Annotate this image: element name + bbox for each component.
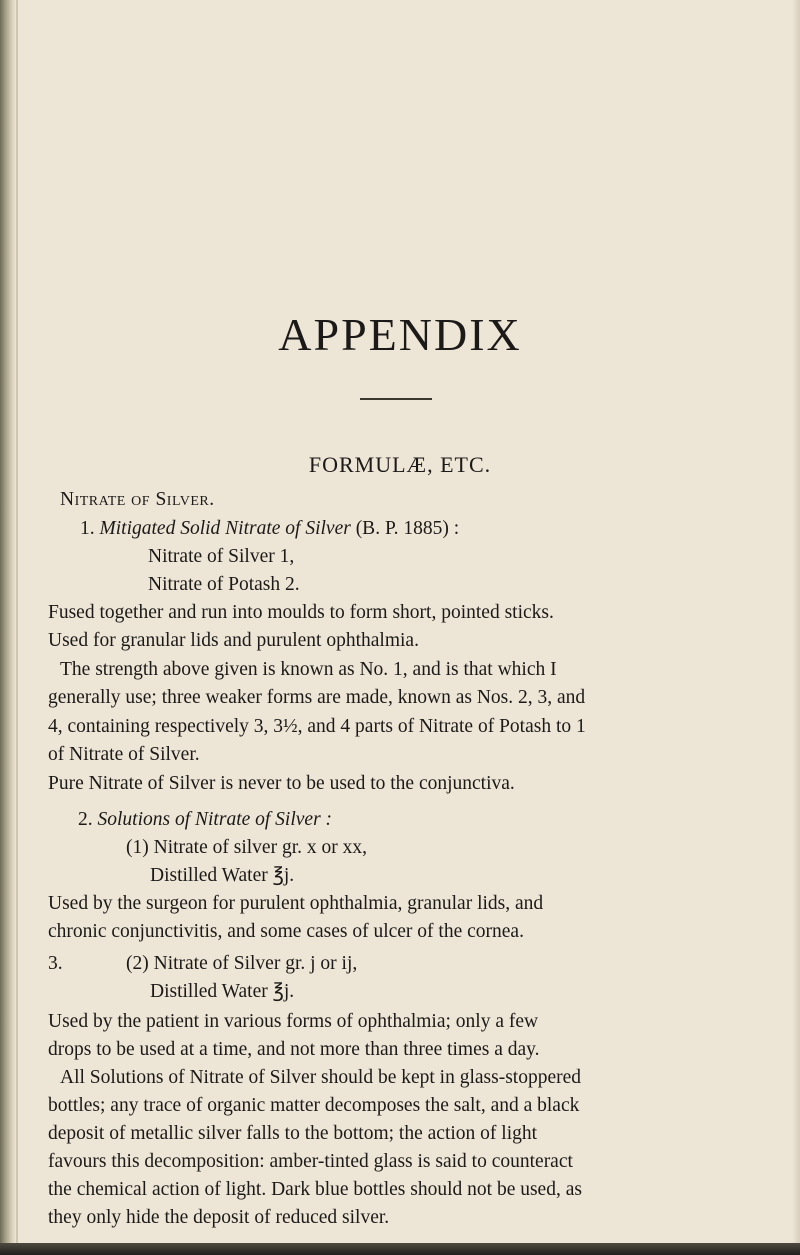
formulae-heading: FORMULÆ, ETC. — [308, 452, 492, 477]
solution-2-line: (2) Nitrate of Silver gr. j or ij, — [126, 953, 358, 974]
solution-2-text-line: they only hide the deposit of reduced silver. — [48, 1207, 390, 1228]
item-1-heading — [80, 517, 459, 541]
item-1-text-line: The strength above given is known as No. 1, and is that which I — [60, 659, 557, 680]
solution-2-text-line: Used by the patient in various forms of ophthalmia; only a few — [48, 1011, 539, 1032]
item-2-name: Solutions of Nitrate of Silver : — [97, 809, 333, 830]
page-binding-shadow — [0, 0, 16, 1255]
item-1-reference: (B. P. 1885) : — [355, 518, 460, 539]
item-3-number: 3. — [48, 953, 63, 974]
solution-1-text-line: Used by the surgeon for purulent ophthalmia, granular lids, and — [48, 893, 544, 914]
item-1-text-line: of Nitrate of Silver. — [48, 744, 200, 765]
appendix-title: APPENDIX — [278, 309, 522, 360]
solution-2-text-line: All Solutions of Nitrate of Silver should be kept in glass-stoppered — [60, 1067, 582, 1088]
item-1-text-line: 4, containing respectively 3, 3½, and 4 parts of Nitrate of Potash to 1 — [48, 716, 586, 737]
item-2-heading — [78, 808, 332, 832]
solution-2-text-line: bottles; any trace of organic matter decomposes the salt, and a black — [48, 1095, 580, 1116]
solution-2-text-line: favours this decomposition: amber-tinted glass is said to counteract — [48, 1151, 573, 1172]
page-binding-edge — [16, 0, 18, 1255]
solution-1-line: (1) Nitrate of silver gr. x or xx, — [126, 837, 367, 858]
title-rule — [360, 398, 432, 400]
item-1-ingredient: Nitrate of Silver 1, — [148, 546, 295, 567]
item-1-text-line: Fused together and run into moulds to form short, pointed sticks. — [48, 602, 554, 623]
item-2-number: 2. — [78, 809, 93, 830]
solution-2-text-line: deposit of metallic silver falls to the bottom; the action of light — [48, 1123, 538, 1144]
item-1-ingredient: Nitrate of Potash 2. — [148, 574, 300, 595]
item-1-number: 1. — [80, 518, 95, 539]
solution-2-line: Distilled Water ℥j. — [150, 981, 295, 1002]
item-1-text-line: generally use; three weaker forms are made, known as Nos. 2, 3, and — [48, 687, 586, 708]
section-title: Nitrate of Silver. — [60, 489, 215, 510]
page-right-edge — [792, 0, 800, 1255]
solution-1-text-line: chronic conjunctivitis, and some cases of ulcer of the cornea. — [48, 921, 524, 942]
item-1-text-line: Used for granular lids and purulent ophthalmia. — [48, 630, 419, 651]
item-1-name: Mitigated Solid Nitrate of Silver — [99, 518, 351, 539]
page-bottom-shadow — [0, 1243, 800, 1255]
solution-1-line: Distilled Water ℥j. — [150, 865, 295, 886]
solution-2-text-line: drops to be used at a time, and not more than three times a day. — [48, 1039, 540, 1060]
solution-2-text-line: the chemical action of light. Dark blue bottles should not be used, as — [48, 1179, 582, 1200]
item-1-text-line: Pure Nitrate of Silver is never to be used to the conjunctiva. — [48, 773, 515, 794]
